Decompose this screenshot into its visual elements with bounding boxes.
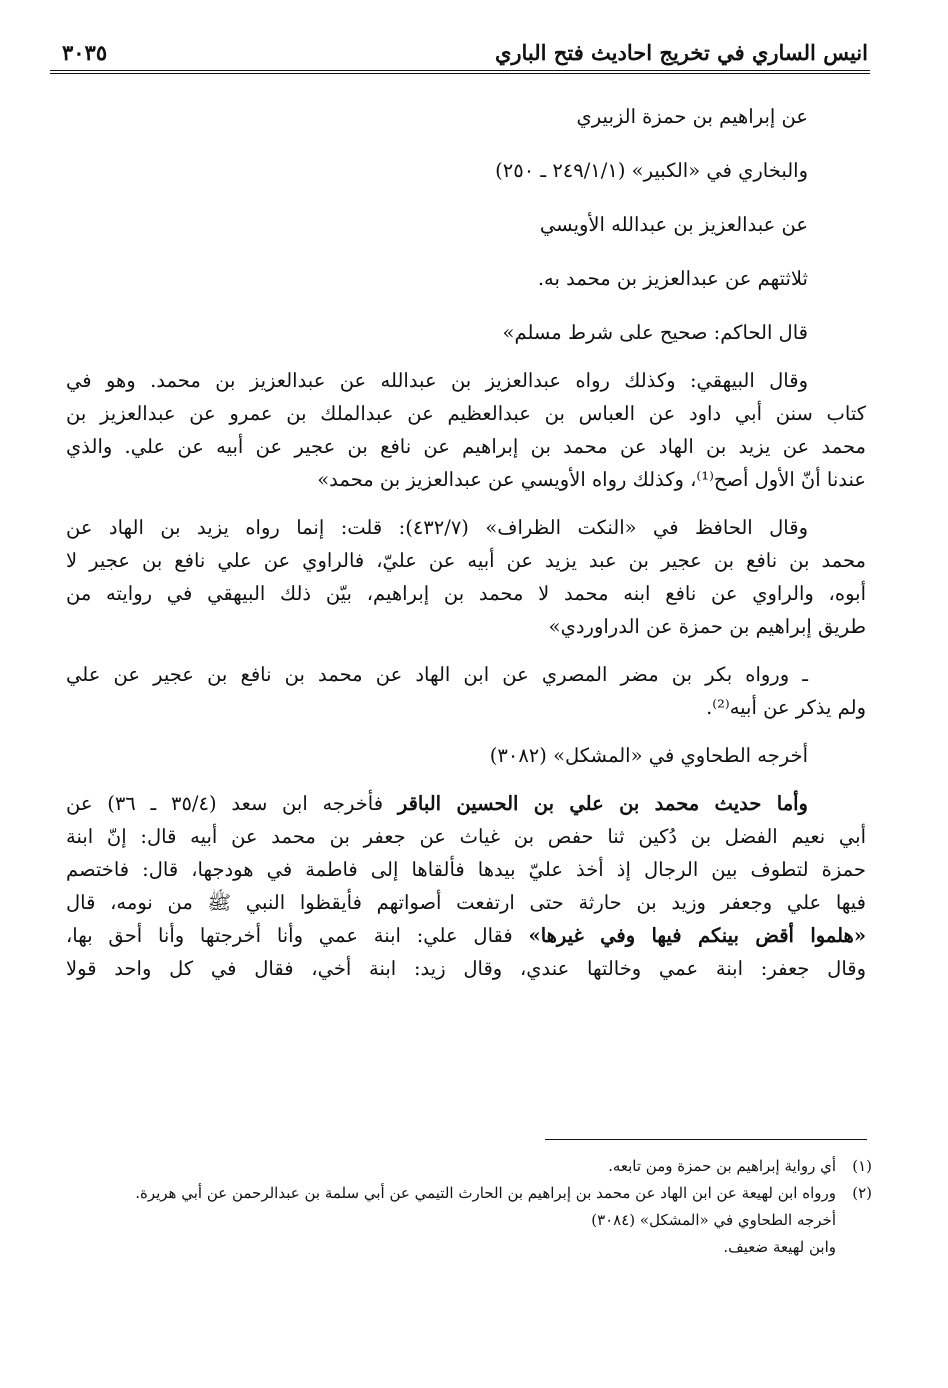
text-line: محمد بن نافع بن عجير بن عبد يزيد عن أبيه عن عليّ، فالراوي عن علي نافع بن عجير لا: [66, 549, 866, 572]
footnote-line: أخرجه الطحاوي في «المشكل» (٣٠٨٤): [591, 1211, 836, 1229]
text-line: محمد عن يزيد بن الهاد عن محمد بن إبراهيم عن نافع بن عجير عن أبيه عن علي. والذي: [66, 435, 866, 458]
header-rule: [50, 70, 870, 74]
text-line: أخرجه الطحاوي في «المشكل» (٣٠٨٢): [489, 744, 808, 767]
footnote-1: [66, 1153, 872, 1180]
footnote-number: (١): [852, 1157, 872, 1175]
text-line: ـ ورواه بكر بن مضر المصري عن ابن الهاد عن محمد بن نافع بن عجير عن علي: [66, 663, 808, 686]
text-span: فأخرجه ابن سعد (٣٥/٤ ـ ٣٦) عن: [66, 792, 398, 815]
text-line: [66, 919, 866, 952]
text-line: طريق إبراهيم بن حمزة عن الدراوردي»: [548, 615, 866, 638]
footnote-text: أي رواية إبراهيم بن حمزة ومن تابعه.: [608, 1157, 836, 1175]
footnote-number: (٢): [852, 1184, 872, 1202]
paragraph-bakr: [66, 658, 866, 724]
text-line: ولم يذكر عن أبيه⁽²⁾.: [706, 696, 866, 719]
text-line: عن عبدالعزيز بن عبدالله الأويسي: [539, 213, 808, 236]
text-line: ثلاثتهم عن عبدالعزيز بن محمد به.: [537, 267, 808, 290]
text-line: أبوه، والراوي عن نافع ابنه محمد لا محمد بن إبراهيم، بيّن ذلك البيهقي في روايته من: [66, 582, 866, 605]
text-span: فقال علي: ابنة عمي وأنا أخرجتها وأنا أحق بها،: [66, 924, 529, 947]
running-title: انيس الساري في تخريج احاديث فتح الباري: [494, 40, 868, 65]
bold-quote: «هلموا أقض بينكم فيها وفي غيرها»: [528, 924, 867, 947]
text-line: عندنا أنّ الأول أصح⁽¹⁾، وكذلك رواه الأويسي عن عبدالعزيز بن محمد»: [317, 468, 866, 491]
footnotes: [66, 1153, 872, 1261]
text-line: [66, 787, 866, 820]
text-line: قال الحاكم: صحيح على شرط مسلم»: [502, 321, 808, 344]
text-line: كتاب سنن أبي داود عن العباس بن عبدالعظيم عن عبدالملك بن عمرو عن عبدالعزيز بن: [66, 402, 866, 425]
paragraph-baqir: [66, 787, 866, 985]
text-line: وقال جعفر: ابنة عمي وخالتها عندي، وقال زيد: ابنة أخي، فقال في كل واحد قولا: [66, 957, 866, 980]
footnote-text: ورواه ابن لهيعة عن ابن الهاد عن محمد بن إبراهيم بن الحارث التيمي عن أبي سلمة بن عبدالرحمن عن أبي هريرة.: [135, 1184, 836, 1202]
page-number: ٣٠٣٥: [62, 40, 108, 65]
text-line: وقال الحافظ في «النكت الظراف» (٤٣٢/٧): قلت: إنما رواه يزيد بن الهاد عن: [66, 516, 808, 539]
footnote-2: [66, 1180, 872, 1207]
bold-heading: وأما حديث محمد بن علي بن الحسين الباقر: [397, 792, 808, 815]
text-line: أبي نعيم الفضل بن دُكين ثنا حفص بن غياث عن جعفر بن محمد عن أبيه قال: إنّ ابنة: [66, 825, 866, 848]
text-line: وقال البيهقي: وكذلك رواه عبدالعزيز بن عبدالله عن عبدالعزيز بن محمد. وهو في: [66, 369, 808, 392]
main-text: [66, 100, 866, 985]
text-line: حمزة لتطوف بين الرجال إذ أخذ عليّ بيدها فألقاها إلى فاطمة في هودجها، قال: فاختصم: [66, 858, 866, 881]
text-line: عن إبراهيم بن حمزة الزبيري: [576, 105, 808, 128]
paragraph-bayhaqi: [66, 364, 866, 496]
text-line: والبخاري في «الكبير» (٢٤٩/١/١ ـ ٢٥٠): [495, 159, 808, 182]
paragraph-hafiz: [66, 511, 866, 643]
footnote-line: وابن لهيعة ضعيف.: [723, 1238, 836, 1256]
footnote-separator: [545, 1139, 867, 1140]
text-line: فيها علي وجعفر وزيد بن حارثة حتى ارتفعت أصواتهم فأيقظوا النبي ﷺ من نومه، قال: [66, 891, 866, 914]
